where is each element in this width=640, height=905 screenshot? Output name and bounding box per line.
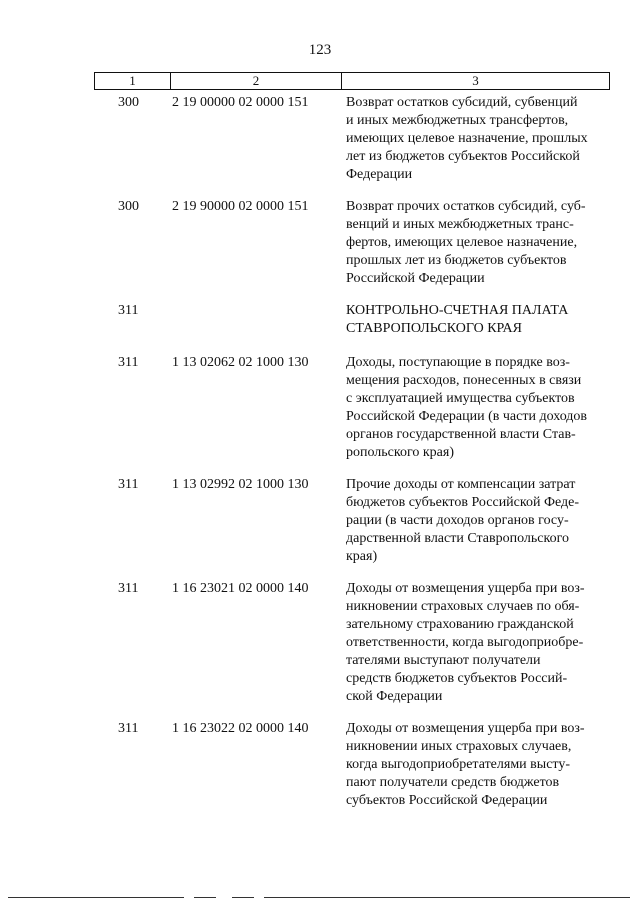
footer-rule <box>232 897 254 898</box>
admin-code: 311 <box>118 303 139 318</box>
admin-code: 311 <box>118 721 139 736</box>
budget-code: 1 16 23021 02 0000 140 <box>172 581 309 596</box>
header-col-2: 2 <box>171 73 342 89</box>
footer-rule <box>264 897 630 898</box>
admin-code: 300 <box>118 199 139 214</box>
revenue-name: Возврат прочих остатков субсидий, суб- венций и иных межбюджетных транс- фертов, имеющих целевое назначение, прошлых лет из бюджетов субъектов Российской Федерации <box>346 199 586 286</box>
budget-code: 1 16 23022 02 0000 140 <box>172 721 309 736</box>
footer-rule <box>194 897 216 898</box>
revenue-name: КОНТРОЛЬНО-СЧЕТНАЯ ПАЛАТА СТАВРОПОЛЬСКОГО КРАЯ <box>346 303 569 336</box>
page-number: 123 <box>308 42 332 58</box>
revenue-name: Доходы от возмещения ущерба при воз- никновении иных страховых случаев, когда выгодоприобретателями высту- пают получатели средств бюджетов субъектов Российской Федерации <box>346 721 585 808</box>
admin-code: 311 <box>118 355 139 370</box>
table-header <box>94 72 610 90</box>
budget-code: 1 13 02062 02 1000 130 <box>172 355 309 370</box>
header-col-1: 1 <box>95 73 171 89</box>
admin-code: 300 <box>118 95 139 110</box>
budget-code: 1 13 02992 02 1000 130 <box>172 477 309 492</box>
footer-rule <box>8 897 184 898</box>
admin-code: 311 <box>118 477 139 492</box>
header-col-3: 3 <box>472 73 479 88</box>
revenue-name: Доходы, поступающие в порядке воз- мещения расходов, понесенных в связи с эксплуатацией имущества субъектов Российской Федерации (в части доходов органов государственной власти Став- ропольского края) <box>346 355 588 460</box>
revenue-name: Прочие доходы от компенсации затрат бюджетов субъектов Российской Феде- рации (в части доходов органов госу- дарственной власти Ставропольского края) <box>346 477 580 564</box>
revenue-name: Возврат остатков субсидий, субвенций и иных межбюджетных трансфертов, имеющих целевое назначение, прошлых лет из бюджетов субъектов Российской Федерации <box>346 95 588 182</box>
budget-code: 2 19 00000 02 0000 151 <box>172 95 309 110</box>
revenue-name: Доходы от возмещения ущерба при воз- никновении страховых случаев по обя- зательному страхованию гражданской ответственности, когда выгодоприобре- тателями выступают получатели средств бюджетов субъектов Россий- ской Федерации <box>346 581 585 704</box>
budget-code: 2 19 90000 02 0000 151 <box>172 199 309 214</box>
admin-code: 311 <box>118 581 139 596</box>
